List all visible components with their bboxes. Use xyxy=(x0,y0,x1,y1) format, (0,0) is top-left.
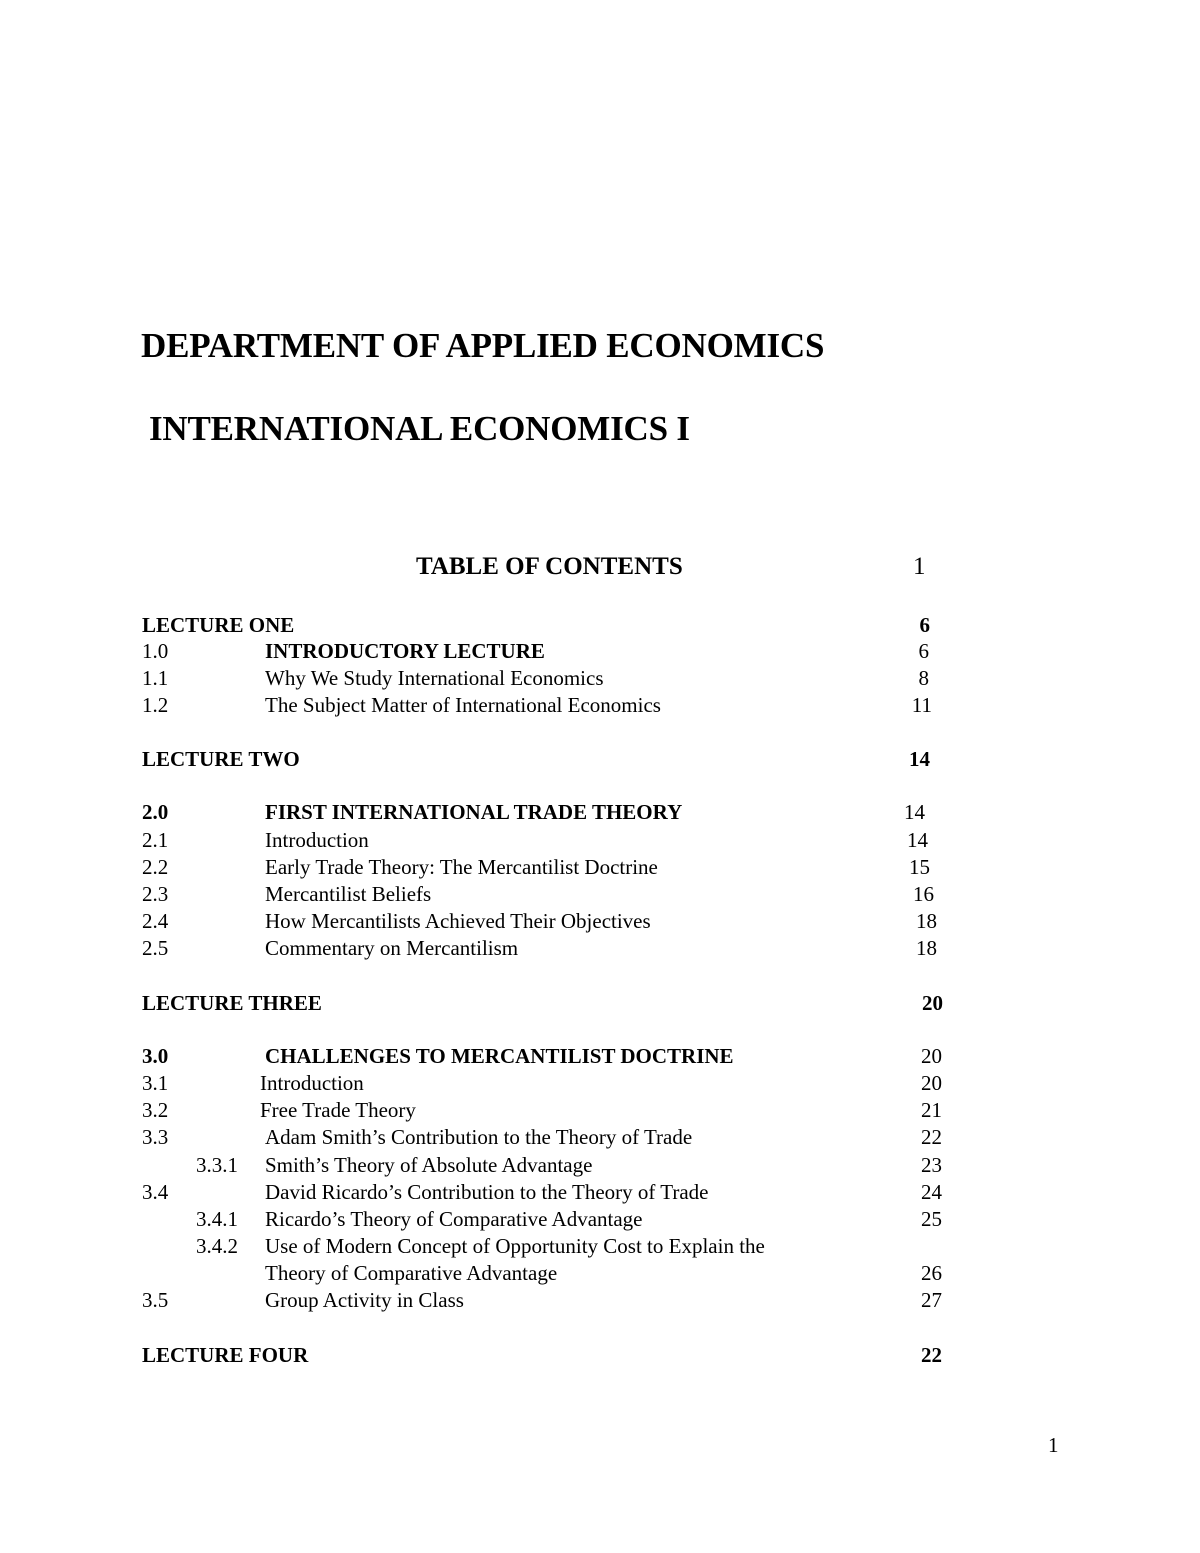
page-number: 14 xyxy=(904,800,925,824)
page-number: 22 xyxy=(921,1343,942,1367)
toc-entry-2-3 xyxy=(0,880,1200,908)
page-number: 6 xyxy=(919,613,930,637)
section-number: 3.1 xyxy=(142,1071,169,1095)
section-title: Use of Modern Concept of Opportunity Cost to Explain the xyxy=(265,1234,765,1258)
toc-lecture-one xyxy=(0,611,1200,639)
section-title: INTRODUCTORY LECTURE xyxy=(265,639,545,663)
lecture-label: LECTURE THREE xyxy=(142,991,322,1015)
toc-heading: TABLE OF CONTENTS xyxy=(416,553,683,580)
page-number: 18 xyxy=(916,936,937,960)
section-title: Mercantilist Beliefs xyxy=(265,882,432,906)
section-title: Early Trade Theory: The Mercantilist Doctrine xyxy=(265,855,658,879)
toc-entry-1-0 xyxy=(0,637,1200,665)
page-number: 11 xyxy=(911,693,932,717)
page-number: 20 xyxy=(921,1071,942,1095)
section-title-continued: Theory of Comparative Advantage xyxy=(265,1261,558,1285)
section-number: 2.0 xyxy=(142,800,169,824)
toc-entry-2-4 xyxy=(0,907,1200,935)
section-title: Introduction xyxy=(265,828,369,852)
toc-heading-page: 1 xyxy=(913,553,926,580)
page-number: 27 xyxy=(921,1288,942,1312)
toc-entry-3-3-1 xyxy=(0,1151,1200,1179)
section-title: Free Trade Theory xyxy=(260,1098,416,1122)
page-number: 22 xyxy=(921,1125,942,1149)
page-number: 25 xyxy=(921,1207,942,1231)
toc-entry-3-4-2 xyxy=(0,1232,1200,1260)
section-number: 3.3.1 xyxy=(196,1153,238,1177)
section-number: 3.0 xyxy=(142,1044,169,1068)
toc-entry-2-5 xyxy=(0,934,1200,962)
section-number: 3.3 xyxy=(142,1125,169,1149)
section-title: Group Activity in Class xyxy=(265,1288,464,1312)
page-number: 16 xyxy=(913,882,934,906)
toc-entry-3-3 xyxy=(0,1123,1200,1151)
toc-entry-2-2 xyxy=(0,853,1200,881)
page-number: 14 xyxy=(907,828,928,852)
page-number: 14 xyxy=(909,747,930,771)
toc-entry-1-1 xyxy=(0,664,1200,692)
lecture-label: LECTURE ONE xyxy=(142,613,295,637)
section-number: 3.4 xyxy=(142,1180,169,1204)
section-number: 1.2 xyxy=(142,693,169,717)
lecture-label: LECTURE TWO xyxy=(142,747,300,771)
lecture-label: LECTURE FOUR xyxy=(142,1343,309,1367)
page-number: 24 xyxy=(921,1180,942,1204)
section-number: 2.4 xyxy=(142,909,169,933)
section-number: 3.4.1 xyxy=(196,1207,238,1231)
toc-entry-3-1 xyxy=(0,1069,1200,1097)
section-title: Why We Study International Economics xyxy=(265,666,604,690)
page-number: 6 xyxy=(918,639,929,663)
section-number: 2.3 xyxy=(142,882,169,906)
page-number: 20 xyxy=(921,1044,942,1068)
page-number: 18 xyxy=(916,909,937,933)
section-title: Ricardo’s Theory of Comparative Advantage xyxy=(265,1207,643,1231)
section-title: CHALLENGES TO MERCANTILIST DOCTRINE xyxy=(265,1044,734,1068)
section-title: Commentary on Mercantilism xyxy=(265,936,519,960)
toc-entry-3-4-2-cont xyxy=(0,1259,1200,1287)
page-number: 20 xyxy=(922,991,943,1015)
toc-entry-3-4 xyxy=(0,1178,1200,1206)
page-number: 26 xyxy=(921,1261,942,1285)
section-number: 1.0 xyxy=(142,639,169,663)
section-number: 3.2 xyxy=(142,1098,169,1122)
department-title: DEPARTMENT OF APPLIED ECONOMICS xyxy=(141,326,825,365)
section-title: How Mercantilists Achieved Their Objectives xyxy=(265,909,651,933)
section-number: 2.1 xyxy=(142,828,169,852)
toc-entry-3-4-1 xyxy=(0,1205,1200,1233)
page-number: 15 xyxy=(909,855,930,879)
section-number: 2.2 xyxy=(142,855,169,879)
toc-lecture-four xyxy=(0,1341,1200,1369)
section-title: Adam Smith’s Contribution to the Theory of Trade xyxy=(265,1125,693,1149)
toc-entry-2-0 xyxy=(0,798,1200,826)
page-number: 8 xyxy=(918,666,929,690)
toc-entry-3-0 xyxy=(0,1042,1200,1070)
section-number: 1.1 xyxy=(142,666,169,690)
section-title: Introduction xyxy=(260,1071,364,1095)
toc-entry-2-1 xyxy=(0,826,1200,854)
toc-lecture-two xyxy=(0,745,1200,773)
section-number: 2.5 xyxy=(142,936,169,960)
section-title: FIRST INTERNATIONAL TRADE THEORY xyxy=(265,800,683,824)
section-number: 3.5 xyxy=(142,1288,169,1312)
section-title: Smith’s Theory of Absolute Advantage xyxy=(265,1153,593,1177)
page-number: 23 xyxy=(921,1153,942,1177)
toc-lecture-three xyxy=(0,989,1200,1017)
section-title: David Ricardo’s Contribution to the Theory of Trade xyxy=(265,1180,709,1204)
toc-entry-3-2 xyxy=(0,1096,1200,1124)
toc-entry-1-2 xyxy=(0,691,1200,719)
page-number: 21 xyxy=(921,1098,942,1122)
footer-page-number: 1 xyxy=(1048,1433,1059,1457)
toc-entry-3-5 xyxy=(0,1286,1200,1314)
section-title: The Subject Matter of International Economics xyxy=(265,693,661,717)
course-title: INTERNATIONAL ECONOMICS I xyxy=(149,409,690,448)
section-number: 3.4.2 xyxy=(196,1234,238,1258)
